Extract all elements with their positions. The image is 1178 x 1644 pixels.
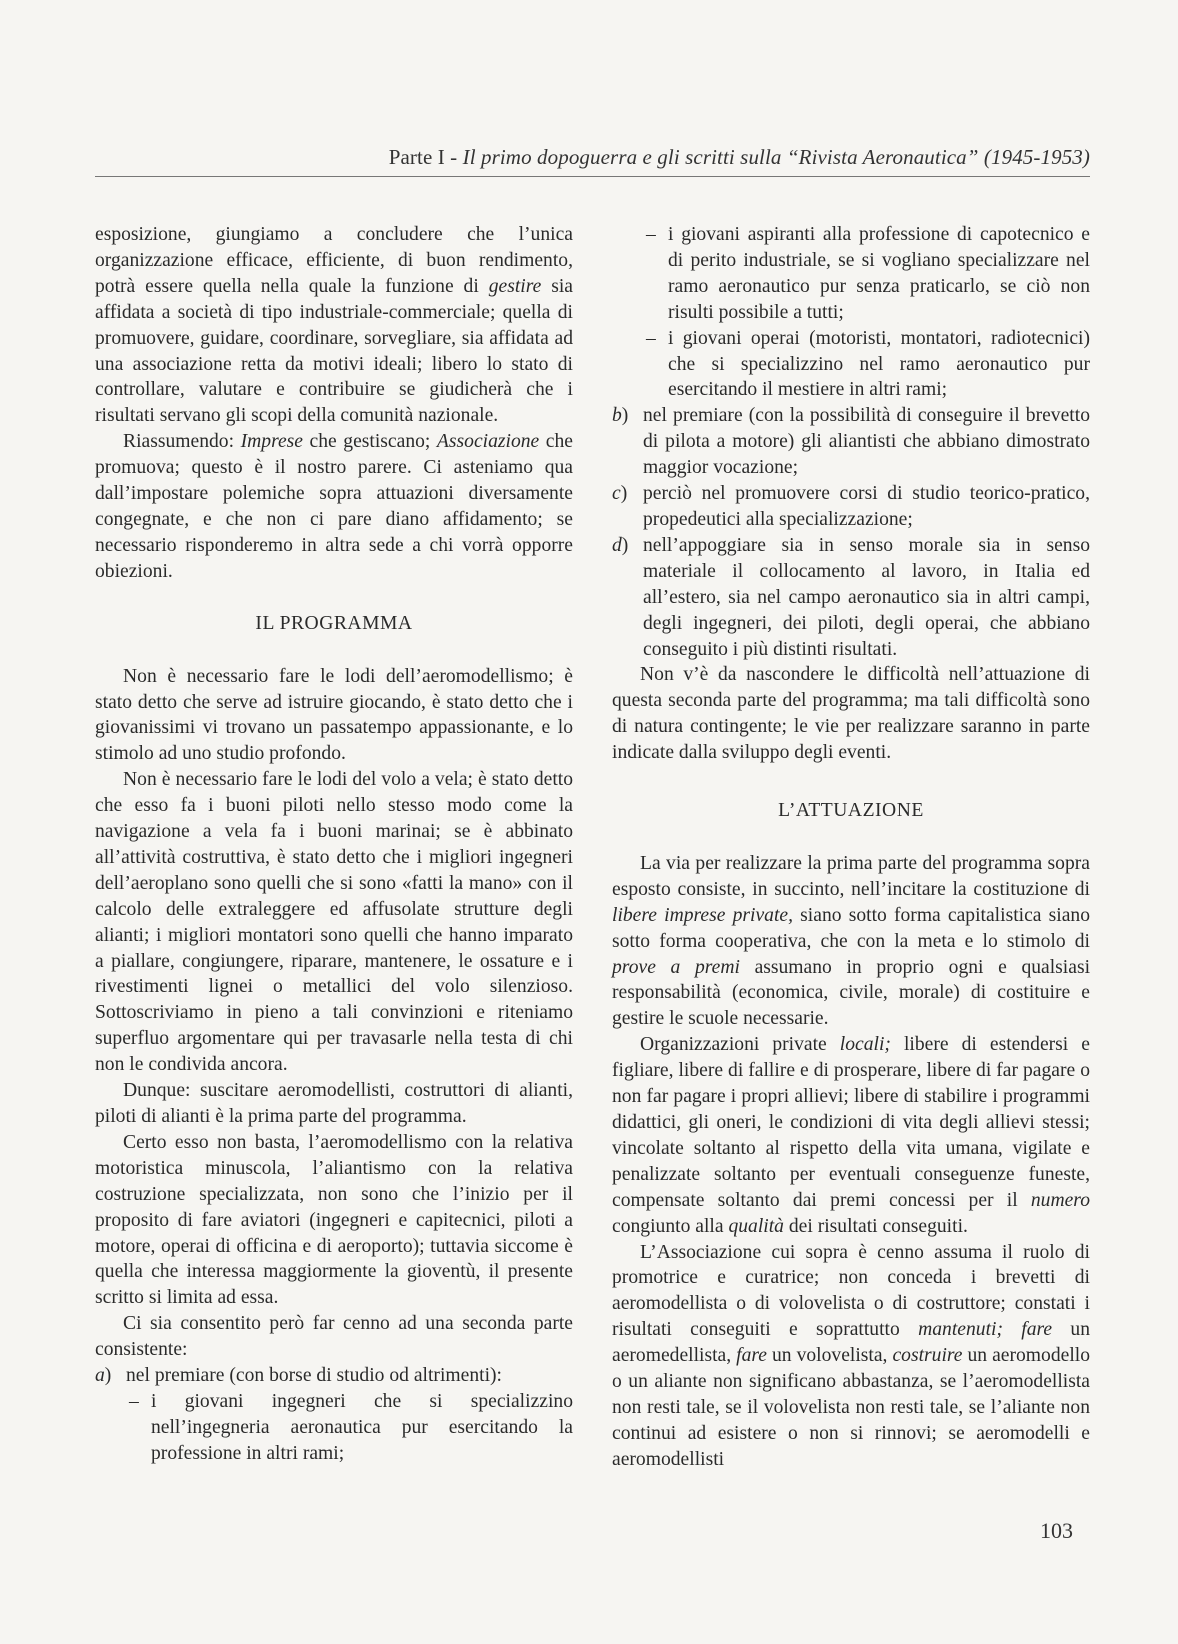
list-label: c): [612, 483, 628, 505]
paragraph: [612, 851, 1090, 1032]
dash-item: [95, 1389, 573, 1467]
label-letter: d: [612, 534, 622, 556]
emphasis: Associazione: [436, 431, 540, 453]
text-run: un aeromedellista,: [612, 1319, 1091, 1367]
text-run: che gestiscano;: [302, 431, 437, 453]
list-item-d: [612, 533, 1090, 663]
text-run: un volovelista,: [766, 1345, 893, 1367]
right-column: [612, 222, 1090, 1473]
running-header: [95, 145, 1090, 170]
paragraph: Non è necessario fare le lodi dell’aeromodellismo; è stato detto che serve ad istruire giocando, è stato detto che i giovanissimi vi trovano un passatempo appassionante, e lo stimolo ad uno studio profondo.: [95, 665, 573, 765]
header-rule: [95, 176, 1090, 177]
list-label: b): [612, 405, 629, 427]
section-heading-attuazione: L’ATTUAZIONE: [778, 800, 924, 822]
paragraph: [612, 1240, 1090, 1473]
paragraph: Certo esso non basta, l’aeromodellismo con la relativa motoristica minuscola, l’aliantismo con la relativa costruzione specializzata, non sono che l’inizio per il proposito di fare aviatori (ingegneri e capitecnici, piloti a motore, operai di officina e di aeroporto); tuttavia siccome è quella che interessa maggiormente la gioventù, il presente scritto si limita ad essa.: [95, 1131, 573, 1309]
label-letter: c: [612, 483, 621, 505]
section-heading-programma: IL PROGRAMMA: [255, 612, 413, 634]
list-item-c: [612, 481, 1090, 533]
emphasis: gestire: [488, 275, 542, 297]
dash-item: [612, 326, 1090, 404]
text-run: siano sotto forma capitalistica siano sotto forma cooperativa, che con la meta e lo stimolo di: [612, 904, 1091, 952]
emphasis: fare: [736, 1345, 767, 1367]
paragraph: Ci sia consentito però far cenno ad una seconda parte consistente:: [95, 1313, 573, 1361]
dash-item: [612, 222, 1090, 326]
dash-marker: –: [129, 1390, 139, 1412]
paragraph: Non è necessario fare le lodi del volo a vela; è stato detto che esso fa i buoni piloti nello stesso modo come la navigazione a vela fa i buoni marinai; se è abbinato all’attività costruttiva, è stato detto che i migliori ingegneri dell’aeroplano sono quelli che si sono «fatti la mano» con il calcolo delle extraleggere ed affusolate strutture degli alianti; i migliori montatori sono quelli che hanno imparato a piallare, congiungere, riparare, mantenere, le ossature e i rivestimenti lignei o metallici del volo silenzioso. Sottoscriviamo in pieno a tali convinzioni e riteniamo superfluo argomentare qui per travasarle nella testa di chi non le condivida ancora.: [95, 769, 573, 1076]
header-title: Il primo dopoguerra e gli scritti sulla “Rivista Aeronautica” (1945-1953): [462, 145, 1090, 169]
list-label: a): [95, 1365, 112, 1387]
text-run: L’Associazione cui sopra è cenno assuma il ruolo di promotrice e curatrice; non conceda i brevetti di aeromodellista o di volovelista o di costruttore; constati i risultati conseguiti e soprattutto: [612, 1241, 1090, 1341]
text-run: libere di estendersi e figliare, libere di fallire e di prosperare, libere di far pagare o non far pagare i propri allievi; libere di stabilire i programmi didattici, gli oneri, le condizioni di vita degli allievi stessi; vincolate soltanto al rispetto della vita umana, vigilate e penalizzate soltanto per eventuali conseguenze funeste, compensate soltanto dai premi concessi per il: [612, 1034, 1090, 1211]
text-run: che promuova; questo è il nostro parere. Ci asteniamo qua dall’impostare polemiche sopra attuazioni diversamente congegnate, e che non ci pare diano affidamento; se necessario risponderemo in altra sede a chi vorrà opporre obiezioni.: [95, 431, 573, 582]
paragraph: [612, 1032, 1090, 1239]
text-run: Riassumendo:: [123, 431, 241, 453]
text-run: sia affidata a società di tipo industriale-commerciale; quella di promuovere, guidare, coordinare, sorvegliare, sia affidata ad una associazione retta da motivi ideali; libero lo stato di controllare, valutare e contribuire se giudicherà che i risultati servano gli scopi della comunità nazionale.: [95, 275, 573, 427]
list-item-b: [612, 403, 1090, 481]
list-label: d): [612, 534, 629, 556]
label-letter: b: [612, 405, 622, 427]
left-column: [95, 222, 573, 1467]
text-run: esposizione, giungiamo a concludere che l’unica organizzazione efficace, efficiente, di buon rendimento, potrà essere quella nella quale la funzione di: [95, 224, 573, 297]
list-text: i giovani aspiranti alla professione di capotecnico e di perito industriale, se si vogliano specializzare nel ramo aeronautico pur senza praticarlo, se ciò non risulti possibile a tutti;: [668, 224, 1090, 323]
emphasis: prove a premi: [612, 956, 740, 978]
emphasis: libere imprese private,: [612, 904, 794, 926]
paragraph: [95, 429, 573, 584]
list-text: perciò nel promuovere corsi di studio teorico-pratico, propedeutici alla specializzazione;: [643, 483, 1090, 530]
paragraph: [95, 222, 573, 429]
page-number: 103: [1040, 1518, 1073, 1543]
emphasis: locali;: [839, 1034, 891, 1056]
emphasis: mantenuti; fare: [918, 1319, 1053, 1341]
dash-marker: –: [646, 327, 656, 349]
emphasis: numero: [1030, 1189, 1090, 1211]
list-item-a: [95, 1363, 573, 1389]
dash-marker: –: [646, 224, 656, 245]
list-text: i giovani ingegneri che si specializzino nell’ingegneria aeronautica pur esercitando la professione in altri rami;: [151, 1390, 573, 1464]
text-run: dei risultati conseguiti.: [783, 1215, 968, 1237]
list-text: i giovani operai (motoristi, montatori, radiotecnici) che si specializzino nel ramo aeronautico pur esercitando il mestiere in altri rami;: [668, 327, 1090, 401]
text-run: congiunto alla: [612, 1215, 729, 1237]
text-run: Organizzazioni private: [640, 1034, 840, 1056]
text-run: La via per realizzare la prima parte del programma sopra esposto consiste, in succinto, nell’incitare la costituzione di: [612, 852, 1090, 900]
emphasis: costruire: [892, 1345, 963, 1367]
list-text: nel premiare (con borse di studio od altrimenti):: [126, 1365, 502, 1387]
text-run: un aeromodello o un aliante non significano abbastanza, se l’aeromodellista non resti tale, se il volovelista non resti tale, se l’aliante non continui ad esistere o non si rinnovi; se aeromodelli e aeromodellisti: [612, 1345, 1090, 1470]
paragraph: Dunque: suscitare aeromodellisti, costruttori di alianti, piloti di alianti è la prima parte del programma.: [95, 1080, 573, 1127]
list-text: nell’appoggiare sia in senso morale sia in senso materiale il collocamento al lavoro, in Italia ed all’estero, sia nel campo aeronautico sia in altri campi, degli ingegneri, dei piloti, degli operai, che abbiano conseguito i più distinti risultati.: [643, 534, 1090, 660]
label-letter: a: [95, 1365, 105, 1387]
header-prefix: Parte I -: [388, 145, 463, 169]
text-run: assumano in proprio ogni e qualsiasi responsabilità (economica, civile, morale) di costituire e gestire le scuole necessarie.: [612, 956, 1091, 1030]
emphasis: Imprese: [240, 431, 303, 453]
list-text: nel premiare (con la possibilità di conseguire il brevetto di pilota a motore) gli aliantisti che abbiano dimostrato maggior vocazione;: [643, 405, 1090, 479]
paragraph: Non v’è da nascondere le difficoltà nell’attuazione di questa seconda parte del programma; ma tali difficoltà sono di natura contingente; le vie per realizzare saranno in parte indicate dalla sviluppo degli eventi.: [612, 664, 1090, 764]
emphasis: qualità: [728, 1215, 784, 1237]
